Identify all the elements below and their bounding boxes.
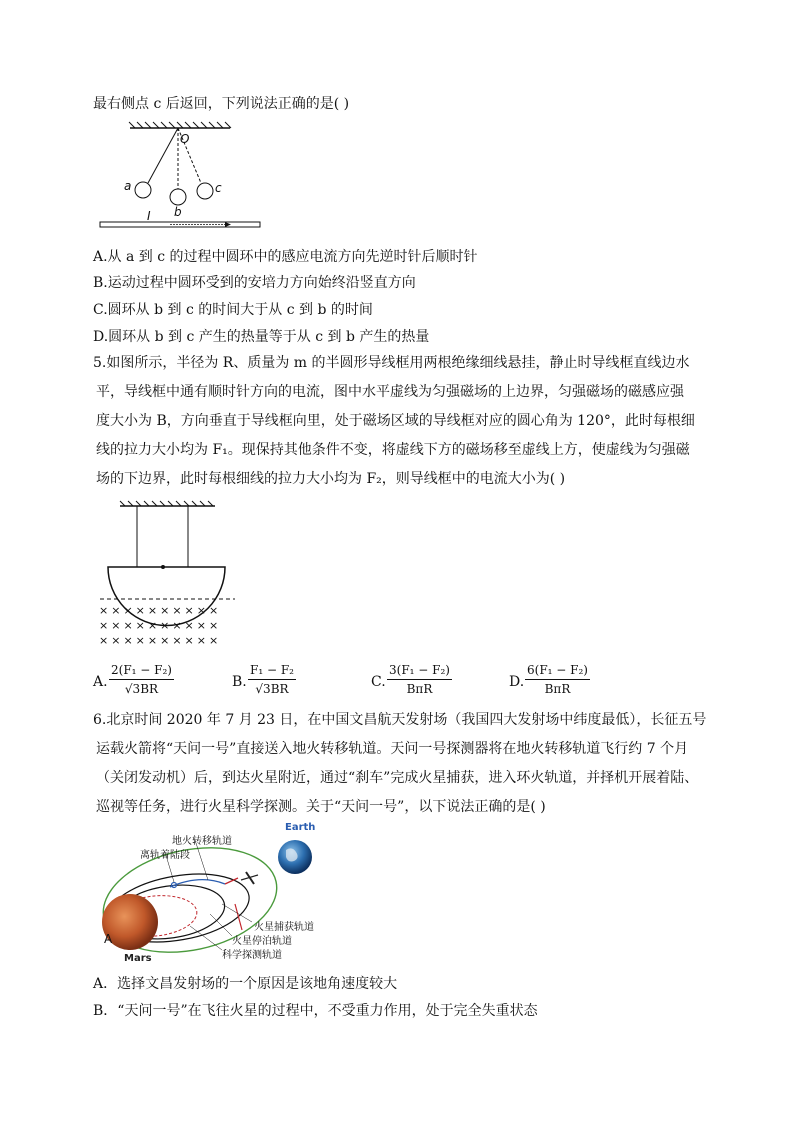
point-a-label: A: [104, 932, 113, 946]
q6-line-3: （关闭发动机）后，到达火星附近，通过“刹车”完成火星捕获，进入环火轨道，并择机开展着陆、: [96, 770, 699, 786]
q5-option-b-denominator: √3BR: [255, 682, 289, 696]
label-c: c: [215, 181, 222, 195]
q5-option-a-denominator: √3BR: [124, 682, 159, 696]
q5-option-d: [509, 662, 619, 702]
field-row-1: ××××××××××: [99, 604, 222, 617]
q5-option-a: [93, 662, 203, 702]
q4-option-a: A.从 a 到 c 的过程中圆环中的感应电流方向先逆时针后顺时针: [93, 249, 478, 265]
q6-option-a: A．选择文昌发射场的一个原因是该地角速度较大: [93, 976, 398, 992]
label-a: a: [124, 179, 132, 193]
q5-option-d-numerator: 6(F₁ − F₂): [525, 662, 590, 680]
q5-line-4: 线的拉力大小均为 F₁。现保持其他条件不变，将虚线下方的磁场移至虚线上方，使虚线为匀强磁: [96, 442, 690, 458]
q5-option-b: [232, 662, 342, 702]
earth-label: Earth: [285, 822, 316, 833]
ring-c: [197, 183, 213, 199]
parking-orbit-label: 火星停泊轨道: [232, 936, 292, 947]
field-row-2: ××××××××××: [99, 619, 222, 632]
science-orbit-label: 科学探测轨道: [222, 950, 282, 961]
q6-line-4: 巡视等任务，进行火星科学探测。关于“天问一号”，以下说法正确的是( ): [96, 799, 546, 815]
capture-orbit-label: 火星捕获轨道: [254, 922, 314, 933]
ring-b: [170, 189, 186, 205]
q5-line-2: 平，导线框中通有顺时针方向的电流，图中水平虚线为匀强磁场的上边界，匀强磁场的磁感应强: [96, 384, 684, 400]
ring-a: [135, 182, 151, 198]
q5-option-d-denominator: BπR: [544, 682, 571, 696]
deorbit-segment-label: 离轨着陆段: [140, 850, 190, 861]
q5-option-c: [371, 662, 481, 702]
q5-option-a-numerator: 2(F₁ − F₂): [109, 662, 174, 680]
q5-option-b-numerator: F₁ − F₂: [248, 662, 296, 680]
q5-option-d-label: D.: [509, 674, 525, 690]
label-b: b: [174, 205, 182, 219]
magnetic-field: [99, 603, 234, 648]
q5-option-c-label: C.: [371, 674, 386, 690]
q5-option-b-label: B.: [232, 674, 247, 690]
q5-option-a-label: A.: [93, 674, 108, 690]
label-current-i: I: [147, 209, 151, 223]
q6-option-b: B．“天问一号”在飞往火星的过程中，不受重力作用，处于完全失重状态: [93, 1003, 538, 1019]
q4-stem-tail: 最右侧点 c 后返回，下列说法正确的是( ): [93, 96, 350, 112]
q5-line-1: 5.如图所示，半径为 R、质量为 m 的半圆形导线框用两根绝缘细线悬挂，静止时导线框直线边水: [93, 355, 690, 371]
q4-option-c: C.圆环从 b 到 c 的时间大于从 c 到 b 的时间: [93, 302, 373, 318]
q5-line-3: 度大小为 B，方向垂直于导线框向里，处于磁场区域的导线框对应的圆心角为 120°，此时每根细: [96, 413, 695, 429]
q6-line-2: 运载火箭将“天问一号”直接送入地火转移轨道。天问一号探测器将在地火转移轨道飞行约 7 个月: [96, 741, 689, 757]
mars-label: Mars: [124, 953, 152, 964]
field-row-3: ××××××××××: [99, 634, 222, 647]
q5-option-c-denominator: BπR: [406, 682, 433, 696]
transfer-orbit-label: 地火转移轨道: [172, 836, 232, 847]
q6-line-1: 6.北京时间 2020 年 7 月 23 日，在中国文昌航天发射场（我国四大发射场中纬度最低），长征五号: [93, 712, 707, 728]
q4-option-d: D.圆环从 b 到 c 产生的热量等于从 c 到 b 产生的热量: [93, 329, 430, 345]
q5-option-c-numerator: 3(F₁ − F₂): [387, 662, 452, 680]
q5-line-5: 场的下边界，此时每根细线的拉力大小均为 F₂，则导线框中的电流大小为( ): [96, 471, 566, 487]
point-o-label: O: [180, 132, 190, 146]
q4-option-b: B.运动过程中圆环受到的安培力方向始终沿竖直方向: [93, 275, 416, 291]
